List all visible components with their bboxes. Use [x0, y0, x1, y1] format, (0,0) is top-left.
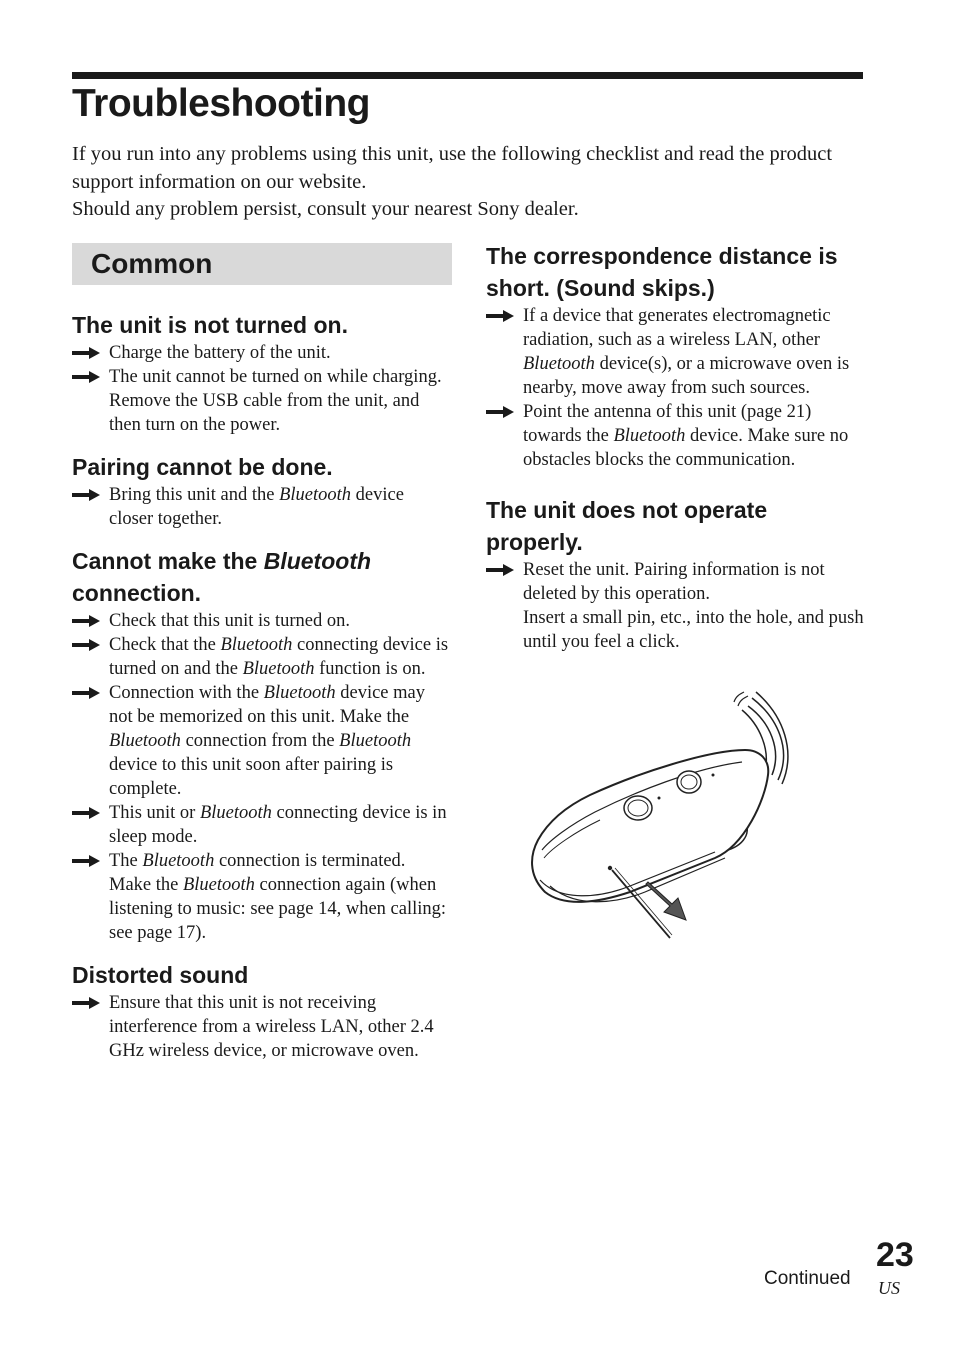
right-arrow-icon: [486, 406, 514, 418]
remedy-item: [72, 991, 452, 1063]
remedy-item: [486, 304, 866, 400]
issue-heading: Cannot make the Bluetooth connection.: [72, 548, 372, 606]
right-issue-list: [486, 240, 866, 654]
issue-block: [72, 959, 452, 1063]
issue-heading: The unit does not operate properly.: [486, 497, 768, 555]
remedy-text: Bring this unit and the Bluetooth device closer together.: [109, 485, 404, 529]
region-code: US: [878, 1278, 900, 1298]
remedy-list: [486, 304, 866, 472]
right-arrow-icon: [486, 310, 514, 322]
issue-heading: Distorted sound: [72, 962, 249, 988]
right-arrow-icon: [486, 564, 514, 576]
remedy-item: [72, 483, 452, 531]
remedy-text: The Bluetooth connection is terminated. Make the Bluetooth connection again (when listening to music: see page 14, when calling: see page 17).: [109, 851, 447, 943]
left-issue-list: [72, 309, 452, 1063]
right-arrow-icon: [72, 639, 100, 651]
remedy-list: [72, 483, 452, 531]
remedy-item: [72, 609, 452, 633]
remedy-text: The unit cannot be turned on while charging. Remove the USB cable from the unit, and then turn on the power.: [109, 367, 442, 435]
right-arrow-icon: [72, 997, 100, 1009]
right-arrow-icon: [72, 347, 100, 359]
remedy-list: [486, 558, 866, 654]
right-arrow-icon: [72, 615, 100, 627]
remedy-text: Charge the battery of the unit.: [109, 343, 331, 363]
remedy-item: [72, 681, 452, 801]
intro-text: [72, 141, 872, 224]
intro-paragraph-2: Should any problem persist, consult your nearest Sony dealer.: [72, 198, 579, 220]
page-title: Troubleshooting: [72, 82, 370, 125]
issue-block: [486, 240, 866, 472]
remedy-list: [72, 609, 452, 945]
issue-heading: The correspondence distance is short. (Sound skips.): [486, 243, 838, 301]
section-header: [72, 243, 452, 285]
remedy-item: [72, 801, 452, 849]
reset-hole-illustration: [520, 680, 800, 945]
section-title: Common: [91, 248, 213, 279]
remedy-text: Connection with the Bluetooth device may not be memorized on this unit. Make the Bluetooth connection from the Bluetooth device to this unit soon after pairing is complete.: [109, 683, 425, 799]
remedy-item: [72, 365, 452, 437]
remedy-item: [72, 849, 452, 945]
remedy-text: Point the antenna of this unit (page 21) towards the Bluetooth device. Make sure no obstacles blocks the communication.: [523, 402, 849, 470]
intro-paragraph-1: If you run into any problems using this unit, use the following checklist and read the product support information on our website.: [72, 143, 833, 193]
right-column: [486, 240, 866, 654]
remedy-text: If a device that generates electromagnetic radiation, such as a wireless LAN, other Bluetooth device(s), or a microwave oven is nearby, move away from such sources.: [523, 306, 850, 398]
issue-block: [486, 494, 866, 654]
remedy-item: [72, 341, 452, 365]
remedy-item: [486, 400, 866, 472]
remedy-list: [72, 991, 452, 1063]
right-arrow-icon: [72, 489, 100, 501]
title-rule: [72, 72, 863, 79]
remedy-item: [486, 558, 866, 654]
continued-label: Continued: [764, 1268, 851, 1289]
issue-heading: The unit is not turned on.: [72, 312, 348, 338]
remedy-list: [72, 341, 452, 437]
issue-heading: Pairing cannot be done.: [72, 454, 333, 480]
issue-block: [72, 309, 452, 437]
left-column: [72, 243, 452, 1063]
right-arrow-icon: [72, 687, 100, 699]
page-number: 23: [876, 1236, 914, 1274]
issue-block: [72, 451, 452, 531]
issue-block: [72, 545, 452, 945]
right-arrow-icon: [72, 807, 100, 819]
right-arrow-icon: [72, 855, 100, 867]
remedy-text: Ensure that this unit is not receiving interference from a wireless LAN, other 2.4 GHz wireless device, or microwave oven.: [109, 993, 434, 1061]
remedy-text: Check that this unit is turned on.: [109, 611, 350, 631]
remedy-text: Reset the unit. Pairing information is not deleted by this operation. Insert a small pin, etc., into the hole, and push until you feel a click.: [523, 560, 864, 652]
remedy-text: Check that the Bluetooth connecting device is turned on and the Bluetooth function is on.: [109, 635, 449, 679]
remedy-text: This unit or Bluetooth connecting device is in sleep mode.: [109, 803, 447, 847]
remedy-item: [72, 633, 452, 681]
right-arrow-icon: [72, 371, 100, 383]
